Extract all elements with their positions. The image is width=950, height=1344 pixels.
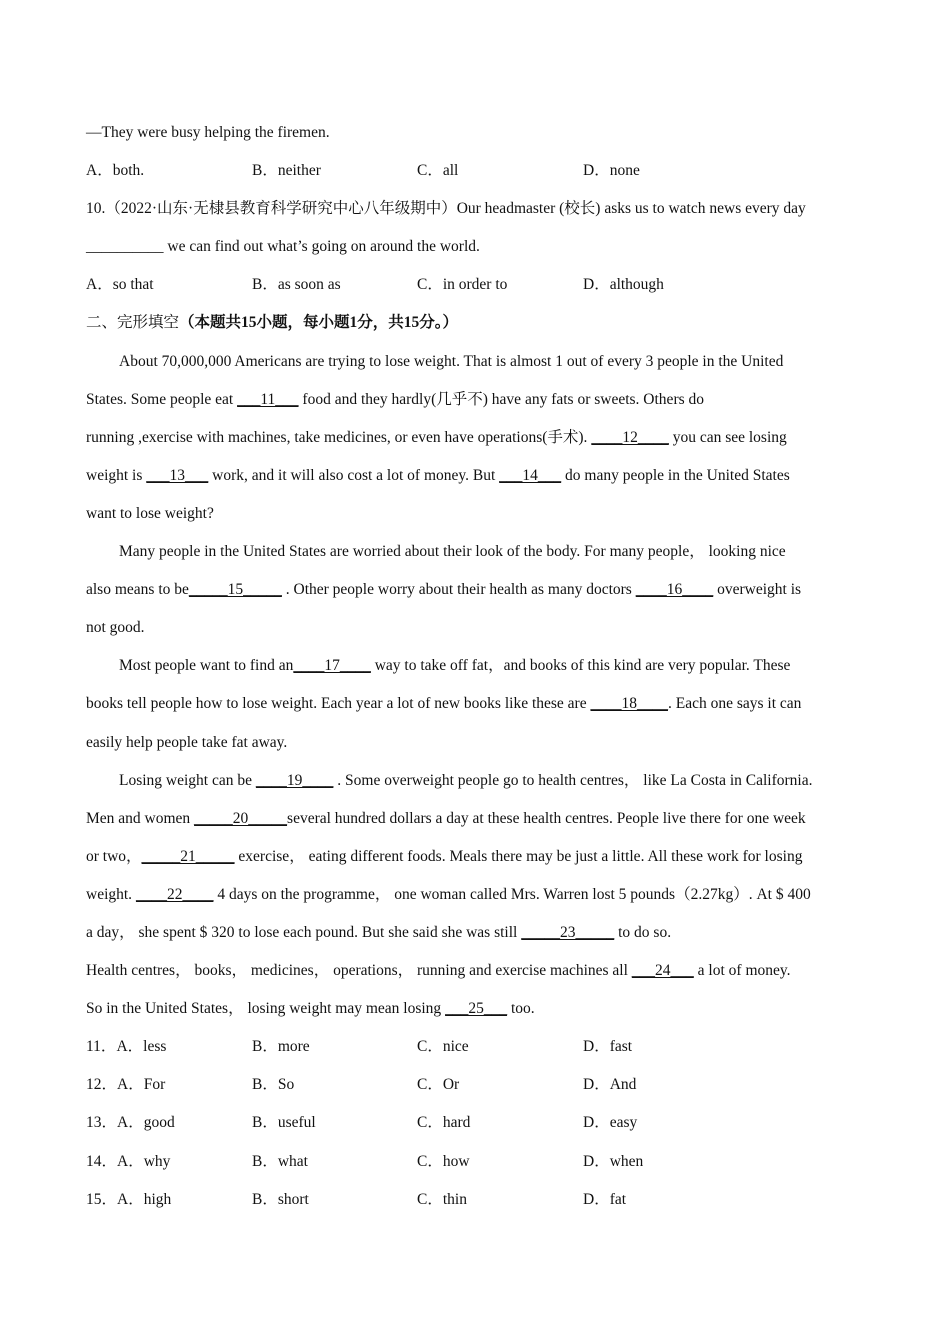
q10-option-a: A．so that (86, 276, 154, 294)
passage-text: weight. (86, 885, 136, 903)
q10-option-b: B．as soon as (252, 276, 341, 294)
blank-17: ____17____ (293, 657, 371, 675)
question-option-b: B．what (252, 1152, 308, 1170)
passage-line: About 70,000,000 Americans are trying to lose weight. That is almost 1 out of every 3 people in the United (119, 352, 784, 370)
q10-option-c: C．in order to (417, 276, 508, 294)
q9-option-d: D．none (583, 162, 640, 180)
question-option-c: C．nice (417, 1038, 469, 1056)
question-row (86, 1066, 871, 1104)
section-title: 二、完形填空 (86, 314, 180, 332)
section-desc: （本题共15小题，每小题1分，共15分。） (179, 314, 459, 332)
blank-22: ____22____ (135, 885, 214, 903)
q9-option-a: A．both. (86, 162, 145, 180)
passage-text: a lot of money. (693, 962, 791, 980)
blank-11: ___11___ (237, 390, 299, 408)
passage-text: several hundred dollars a day at these health centres. People live there for one week (287, 809, 806, 827)
passage-text: you can see losing (668, 428, 787, 446)
question-option-d: D．And (583, 1076, 637, 1094)
question-row (86, 1143, 871, 1181)
passage-text: exercise， eating different foods. Meals there may be just a little. All these work for losing (234, 847, 803, 865)
option-text: A．high (117, 1190, 172, 1208)
blank-15: _____15_____ (188, 581, 282, 599)
question-option-b: B．So (252, 1076, 295, 1094)
blank-13: ___13___ (146, 466, 209, 484)
passage-text: weight is (86, 466, 147, 484)
question-option-a (86, 1143, 170, 1181)
passage-text: a day， she spent $ 320 to lose each pound. But she said she was still (86, 923, 522, 941)
question-option-b: B．short (252, 1190, 309, 1208)
passage-text: work, and it will also cost a lot of money. But (208, 466, 500, 484)
q10-stem-line2 (86, 228, 871, 266)
passage-text: . Other people worry about their health as many doctors (281, 581, 636, 599)
question-option-b: B．more (252, 1038, 310, 1056)
blank-23: _____23_____ (521, 923, 615, 941)
passage-line (86, 914, 871, 952)
blank-21: _____21_____ (141, 847, 235, 865)
passage-text: to do so. (614, 923, 672, 941)
passage-line: not good. (86, 619, 145, 637)
passage-line (86, 990, 871, 1028)
q10-stem-tail: we can find out what’s going on around the world. (163, 238, 480, 256)
question-number: 13． (86, 1114, 118, 1132)
passage-text: food and they hardly(几乎不) have any fats or sweets. Others do (298, 390, 705, 408)
passage-line (86, 838, 871, 876)
question-option-d: D．easy (583, 1114, 638, 1132)
passage-line (86, 685, 871, 723)
question-row (86, 1028, 871, 1066)
passage-line (86, 647, 871, 685)
q9-option-c: C．all (417, 162, 459, 180)
question-option-d: D．when (583, 1152, 644, 1170)
passage-line (86, 419, 871, 457)
passage-text: Health centres， books， medicines， operations， running and exercise machines all (86, 962, 632, 980)
document-page (86, 114, 871, 1219)
passage-text: Most people want to find an (119, 657, 294, 675)
option-text: A．less (116, 1038, 167, 1056)
passage-text: Men and women (86, 809, 195, 827)
passage-line: Many people in the United States are worried about their look of the body. For many people， looking nice (119, 543, 786, 561)
question-number: 11． (86, 1038, 117, 1056)
passage-text: books tell people how to lose weight. Each year a lot of new books like these are (86, 695, 591, 713)
question-number: 14． (86, 1152, 118, 1170)
blank-12: ____12____ (591, 428, 669, 446)
question-number: 12． (86, 1076, 118, 1094)
blank-16: ____16____ (635, 581, 714, 599)
passage-text: running ,exercise with machines, take medicines, or even have operations(手术). (86, 428, 592, 446)
question-option-c: C．hard (417, 1114, 471, 1132)
passage-text: States. Some people eat (86, 390, 238, 408)
question-option-b: B．useful (252, 1114, 316, 1132)
question-number: 15． (86, 1190, 118, 1208)
passage-text: or two， (86, 847, 142, 865)
passage-line (86, 762, 871, 800)
question-option-a (86, 1104, 175, 1142)
blank-14: ___14___ (499, 466, 562, 484)
question-option-c: C．thin (417, 1190, 467, 1208)
blank-18: ____18____ (590, 695, 668, 713)
blank-25: ___25___ (445, 1000, 508, 1018)
question-option-a (86, 1028, 166, 1066)
question-option-d: D．fast (583, 1038, 633, 1056)
q10-blank: __________ (86, 238, 164, 256)
section-heading (86, 304, 871, 342)
q9-answer-line: —They were busy helping the firemen. (86, 124, 330, 141)
passage-line (86, 381, 871, 419)
option-text: A．why (117, 1152, 171, 1170)
blank-19: ____19____ (255, 771, 334, 789)
passage-text: overweight is (713, 581, 802, 599)
passage-text: So in the United States， losing weight may mean losing (86, 1000, 446, 1018)
passage-line (86, 952, 871, 990)
passage-text: also means to be (86, 581, 189, 599)
option-text: A．For (117, 1076, 166, 1094)
question-option-d: D．fat (583, 1190, 627, 1208)
option-text: A．good (117, 1114, 175, 1132)
q10-options (86, 266, 871, 304)
passage-line (86, 876, 871, 914)
passage-line (86, 800, 871, 838)
question-option-c: C．Or (417, 1076, 460, 1094)
question-option-a (86, 1181, 171, 1219)
passage-line: want to lose weight? (86, 504, 214, 522)
q10-option-d: D．although (583, 276, 664, 294)
passage-line: easily help people take fat away. (86, 733, 288, 751)
passage-text: . Some overweight people go to health centres， like La Costa in California. (333, 771, 813, 789)
passage-line (86, 571, 871, 609)
passage-line (86, 457, 871, 495)
passage-text: too. (507, 1000, 535, 1018)
passage-text: Losing weight can be (119, 771, 256, 789)
passage-text: 4 days on the programme， one woman called Mrs. Warren lost 5 pounds（2.27kg）. At $ 400 (213, 885, 811, 903)
blank-24: ___24___ (631, 962, 694, 980)
q9-options (86, 152, 871, 190)
passage-text: way to take off fat，and books of this kind are very popular. These (370, 657, 791, 675)
question-option-c: C．how (417, 1152, 470, 1170)
blank-20: _____20_____ (194, 809, 288, 827)
passage-text: . Each one says it can (667, 695, 802, 713)
question-row (86, 1104, 871, 1142)
q9-option-b: B．neither (252, 162, 321, 180)
q10-stem-line1: 10.（2022·山东·无棣县教育科学研究中心八年级期中）Our headmaster (校长) asks us to watch news every day (86, 200, 806, 218)
question-option-a (86, 1066, 165, 1104)
question-row (86, 1181, 871, 1219)
passage-text: do many people in the United States (561, 466, 790, 484)
